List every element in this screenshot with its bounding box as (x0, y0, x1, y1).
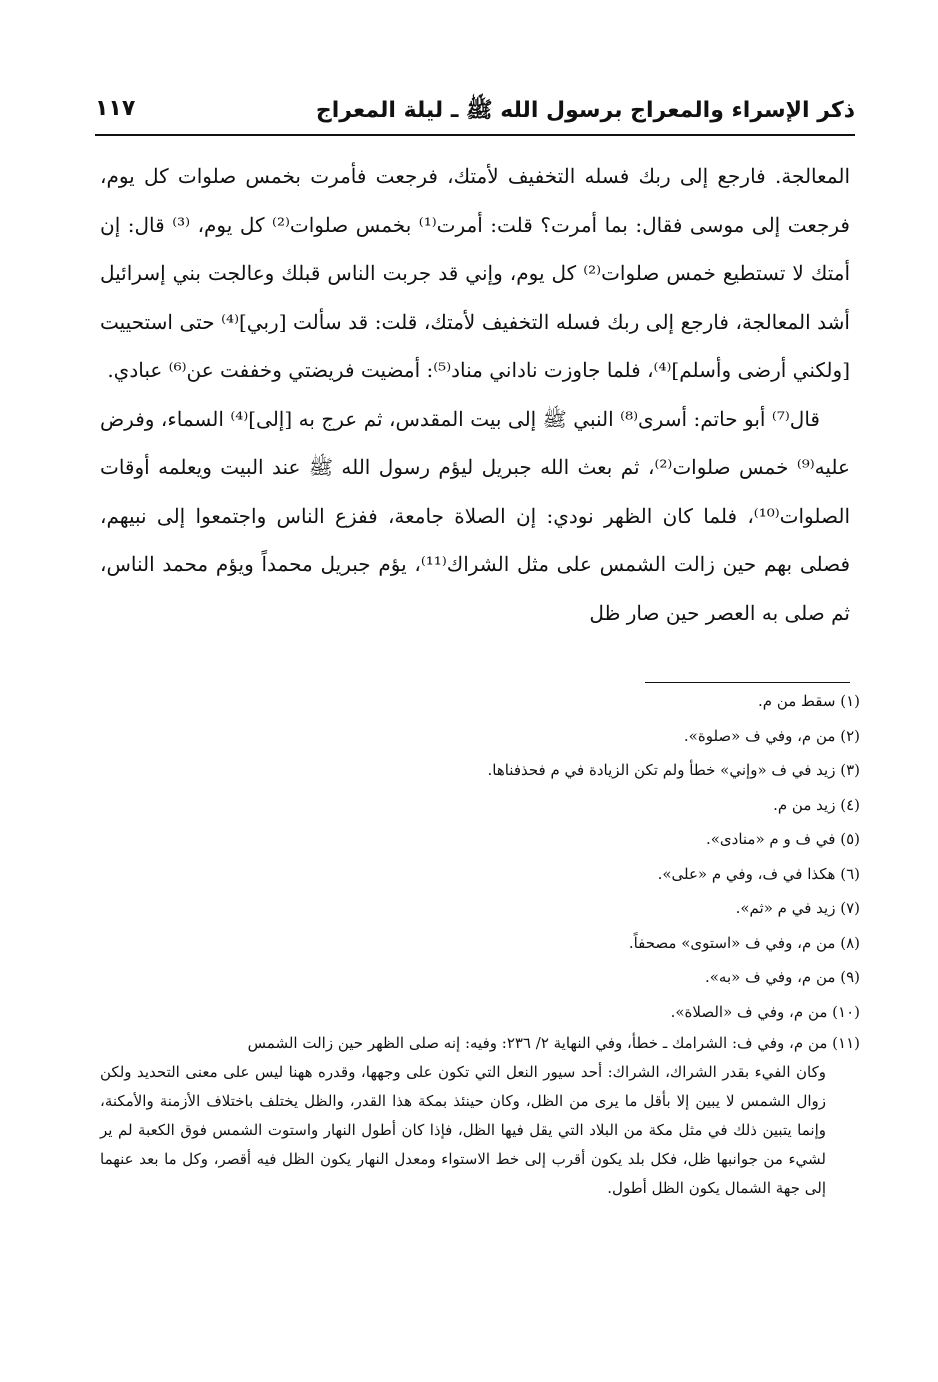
footnote-9: (٩) من م، وفي ف «به». (704, 968, 860, 986)
footnotes (100, 684, 860, 1203)
paragraph-2: قال⁽⁷⁾ أبو حاتم: أسرى⁽⁸⁾ النبي ﷺ إلى بيت المقدس، ثم عرج به [إلى]⁽⁴⁾ السماء، وفرض عليه⁽⁹⁾ خمس صلوات⁽²⁾، ثم بعث الله جبريل ليؤم رسول الله ﷺ عند البيت ويعلمه أوقات الصلوات⁽¹⁰⁾، فلما كان الظهر نودي: إن الصلاة جامعة، ففزع الناس واجتمعوا إلى نبيهم، فصلى بهم حين زالت الشمس على مثل الشراك⁽¹¹⁾، يؤم جبريل محمداً ويؤم محمد الناس، ثم صلى به العصر حين صار ظل (100, 406, 851, 625)
main-text (100, 152, 850, 637)
page-number: ١١٧ (95, 96, 136, 121)
footnote-6: (٦) هكذا في ف، وفي م «على». (657, 864, 860, 883)
footnote-4: (٤) زيد من م. (773, 795, 860, 814)
footnote-11 (100, 1029, 860, 1203)
footnote-5: (٥) في ف و م «منادى». (705, 830, 860, 848)
footnote-2: (٢) من م، وفي ف «صلوة». (683, 726, 860, 745)
running-header (95, 92, 855, 132)
footnote-3: (٣) زيد في ف «وإني» خطأ ولم تكن الزيادة في م فحذفناها. (487, 761, 860, 779)
footnote-10: (١٠) من م، وفي ف «الصلاة». (670, 1002, 860, 1021)
footnote-1: (١) سقط من م. (758, 692, 860, 710)
footnote-8: (٨) من م، وفي ف «استوى» مصحفاً. (628, 933, 860, 952)
footnote-separator (645, 682, 850, 683)
footnote-11-continuation: وكان الفيء بقدر الشراك، الشراك: أحد سيور النعل التي تكون على وجهها، وقدره ههنا ليس على معنى التحديد ولكن زوال الشمس لا يبين إلا بأقل ما يرى من الظل، وكان حينئذ بمكة هذا القدر، والظل يختلف باختلاف الأزمنة والأمكنة، وإنما يتبين ذلك في مثل مكة من البلاد التي يقل فيها الظل، فإذا كان أطول النهار واستوت الشمس فوق الكعبة لم ير لشيء من جوانبها ظل، فكل بلد يكون أقرب إلى خط الاستواء ومعدل النهار يكون الظل فيه أقصر، وكل ما بعد عنهما إلى جهة الشمال يكون الظل أطول. (100, 1063, 826, 1197)
header-rule (95, 134, 855, 136)
footnote-7: (٧) زيد في م «ثم». (735, 899, 860, 917)
footnote-11-first-line: (١١) من م، وفي ف: الشرامك ـ خطأ، وفي النهاية ٢/ ٢٣٦: وفيه: إنه صلى الظهر حين زالت الشمس (247, 1034, 860, 1052)
paragraph-1: المعالجة. فارجع إلى ربك فسله التخفيف لأمتك، فرجعت فأمرت بخمس صلوات كل يوم، فرجعت إلى موسى فقال: بما أمرت؟ قلت: أمرت⁽¹⁾ بخمس صلوات⁽²⁾ كل يوم، ⁽³⁾ قال: إن أمتك لا تستطيع خمس صلوات⁽²⁾ كل يوم، وإني قد جربت الناس قبلك وعالجت بني إسرائيل أشد المعالجة، فارجع إلى ربك فسله التخفيف لأمتك، قلت: قد سألت [ربي]⁽⁴⁾ حتى استحييت [ولكني أرضى وأسلم]⁽⁴⁾، فلما جاوزت ناداني مناد⁽⁵⁾: أمضيت فريضتي وخففت عن⁽⁶⁾ عبادي. (100, 164, 850, 382)
running-header-title: ذكر الإسراء والمعراج برسول الله ﷺ ـ ليلة المعراج (315, 98, 855, 123)
